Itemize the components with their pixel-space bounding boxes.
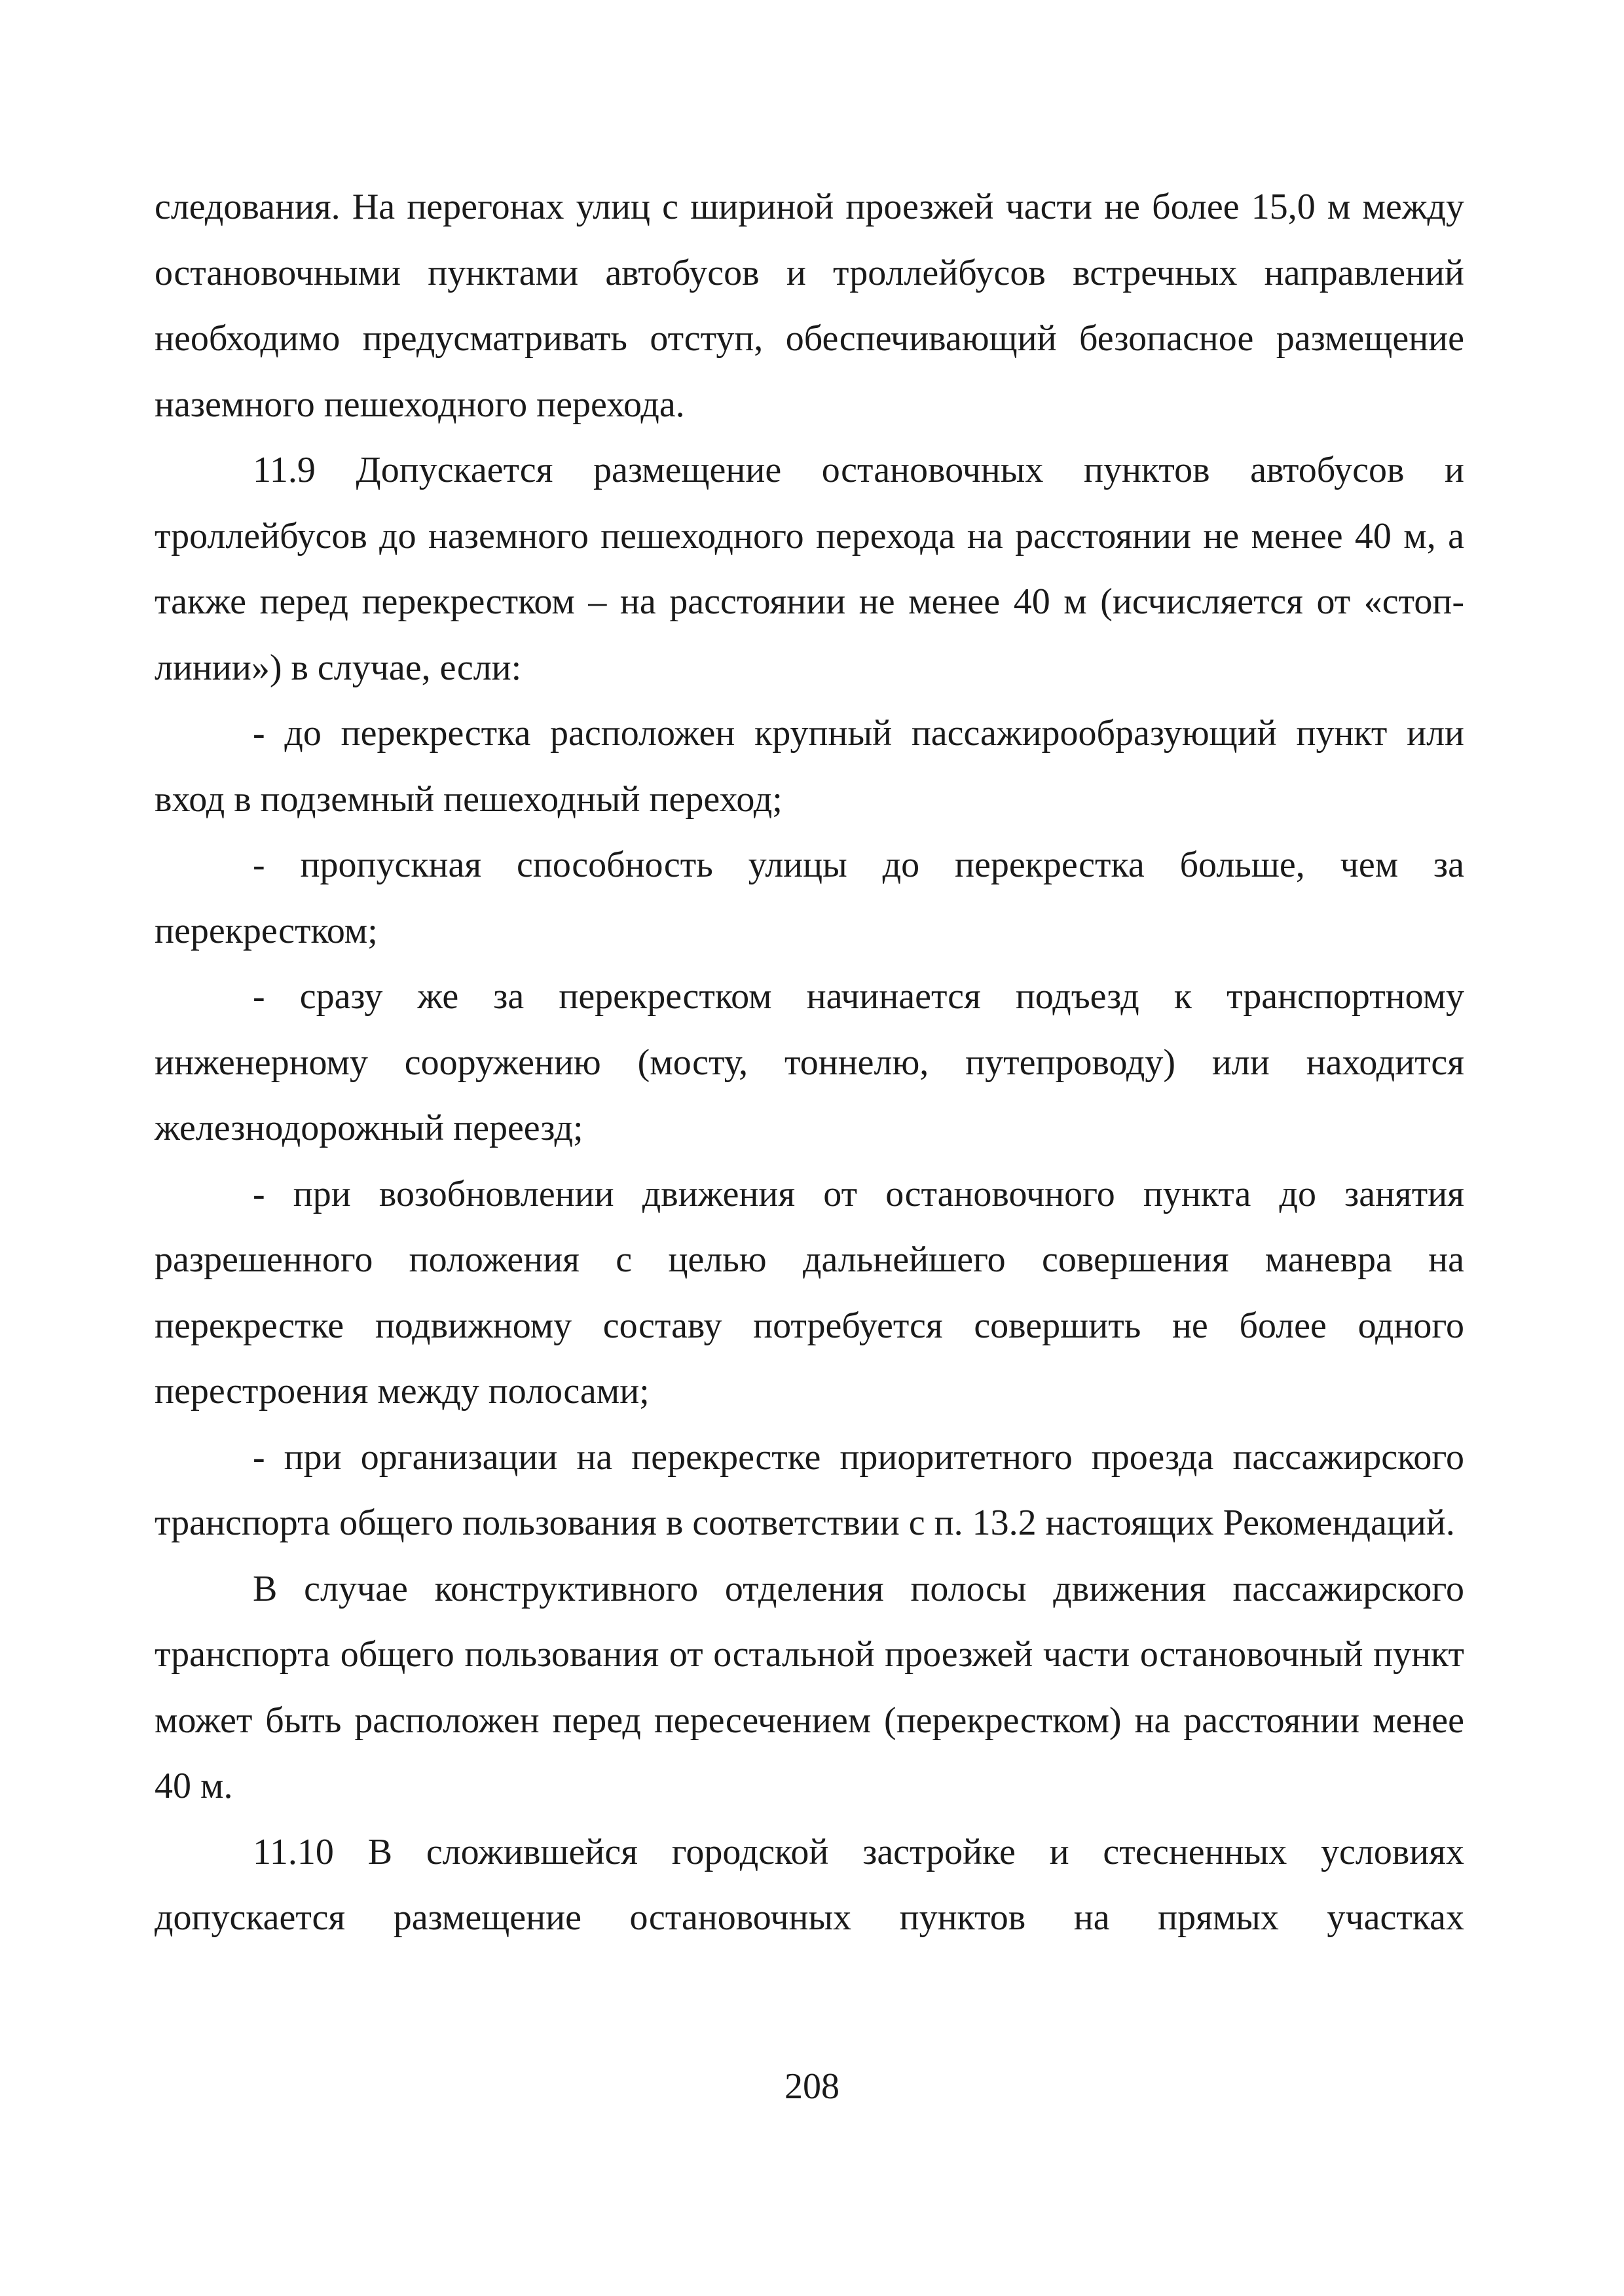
list-item-capacity: - пропускная способность улицы до перекрестка больше, чем за перекрестком; — [155, 845, 1464, 951]
paragraph-11-10: 11.10 В сложившейся городской застройке и стесненных условиях допускается размещение остановочных пунктов на прямых участках — [155, 1831, 1464, 1938]
page-number: 208 — [784, 2066, 840, 2107]
paragraph-continuation: следования. На перегонах улиц с шириной проезжей части не более 15,0 м между остановочными пунктами автобусов и троллейбусов встречных направлений необходимо предусматривать отступ, обеспечивающий безопасное размещение наземного пешеходного перехода. — [155, 187, 1464, 425]
document-body — [155, 174, 1464, 1951]
paragraph-separated-lane: В случае конструктивного отделения полосы движения пассажирского транспорта общего пользования от остальной проезжей части остановочный пункт может быть расположен перед пересечением (перекрестком) на расстоянии менее 40 м. — [155, 1568, 1464, 1806]
list-item-passenger-point: - до перекрестка расположен крупный пассажирообразующий пункт или вход в подземный пешеходный переход; — [155, 713, 1464, 820]
list-item-priority-passage: - при организации на перекрестке приоритетного проезда пассажирского транспорта общего пользования в соответствии с п. 13.2 настоящих Рекомендаций. — [155, 1436, 1464, 1543]
list-item-engineering-structure: - сразу же за перекрестком начинается подъезд к транспортному инженерному сооружению (мосту, тоннелю, путепроводу) или находится железнодорожный переезд; — [155, 976, 1464, 1148]
paragraph-11-9: 11.9 Допускается размещение остановочных пунктов автобусов и троллейбусов до наземного пешеходного перехода на расстоянии не менее 40 м, а также перед перекрестком – на расстоянии не менее 40 м (исчисляется от «стоп-линии») в случае, если: — [155, 450, 1464, 688]
list-item-lane-change: - при возобновлении движения от остановочного пункта до занятия разрешенного положения с целью дальнейшего совершения маневра на перекрестке подвижному составу потребуется совершить не более одного перестроения между полосами; — [155, 1173, 1464, 1412]
